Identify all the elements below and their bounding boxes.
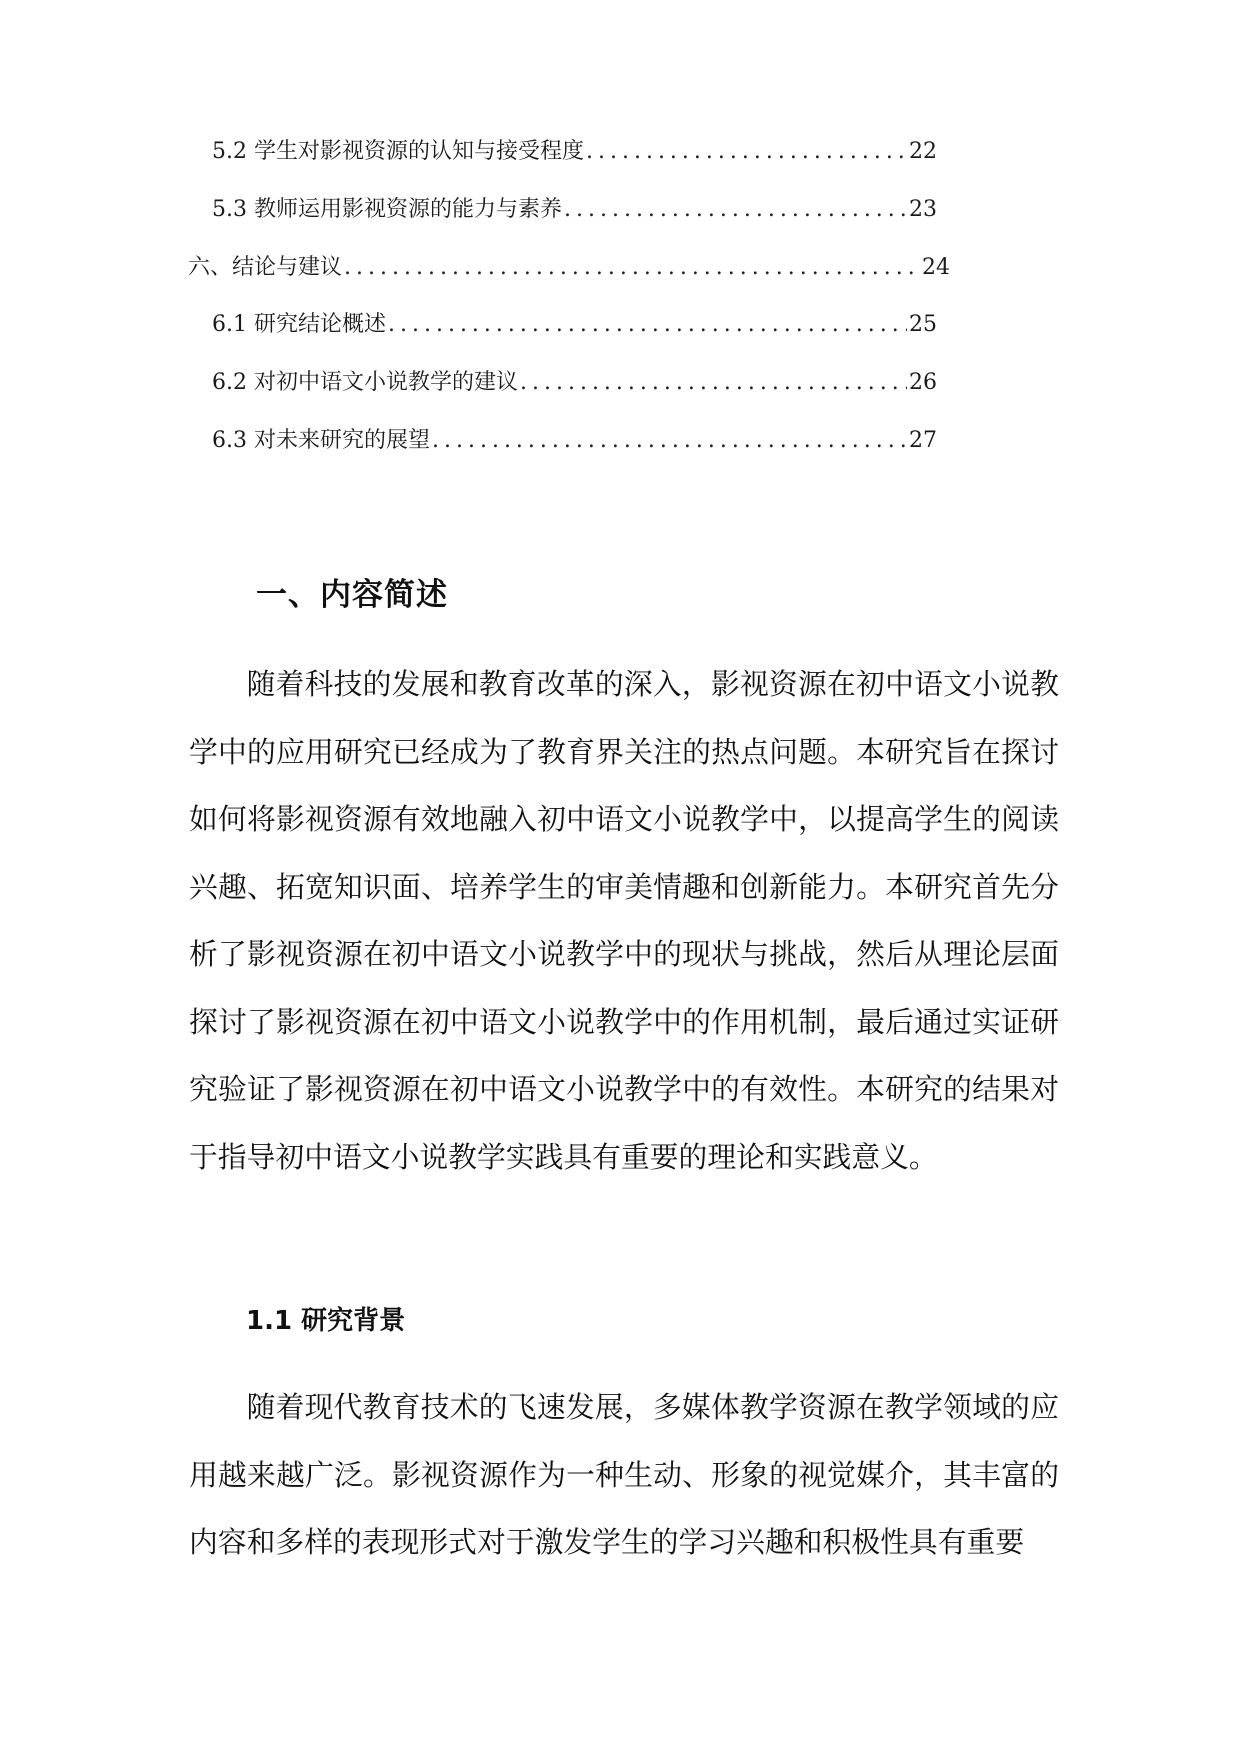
toc-entry-6-3[interactable] (212, 426, 937, 456)
toc-entry-5-2[interactable] (212, 137, 937, 167)
toc-entry-page: 23 (909, 197, 937, 222)
toc-entry-page: 25 (909, 312, 937, 337)
section-heading: 一、内容简述 (256, 577, 448, 613)
toc-entry-label: 6.2 对初中语文小说教学的建议 (212, 370, 518, 395)
toc-entry-label: 5.2 学生对影视资源的认知与接受程度 (212, 139, 584, 164)
section-paragraph: 随着科技的发展和教育改革的深入，影视资源在初中语文小说教学中的应用研究已经成为了教育界关注的热点问题。本研究旨在探讨如何将影视资源有效地融入初中语文小说教学中，以提高学生的阅读兴趣、拓宽知识面、培养学生的审美情趣和创新能力。本研究首先分析了影视资源在初中语文小说教学中的现状与挑战，然后从理论层面探讨了影视资源在初中语文小说教学中的作用机制，最后通过实证研究验证了影视资源在初中语文小说教学中的有效性。本研究的结果对于指导初中语文小说教学实践具有重要的理论和实践意义。 (189, 667, 1059, 1174)
toc-entry-page: 26 (909, 370, 937, 395)
toc-leader-dots (586, 137, 907, 167)
toc-entry-label: 六、结论与建议 (188, 255, 343, 280)
toc-entry-label: 6.1 研究结论概述 (212, 312, 386, 337)
toc-leader-dots (564, 195, 907, 225)
toc-entry-6[interactable] (188, 253, 950, 283)
toc-entry-label: 6.3 对未来研究的展望 (212, 428, 430, 453)
toc-entry-page: 27 (909, 428, 937, 453)
subsection-paragraph: 随着现代教育技术的飞速发展，多媒体教学资源在教学领域的应用越来越广泛。影视资源作为一种生动、形象的视觉媒介，其丰富的内容和多样的表现形式对于激发学生的学习兴趣和积极性具有重要 (189, 1390, 1059, 1559)
toc-leader-dots (344, 253, 920, 283)
toc-entry-label: 5.3 教师运用影视资源的能力与素养 (212, 197, 562, 222)
toc-leader-dots (388, 310, 907, 340)
toc-entry-6-1[interactable] (212, 310, 937, 340)
toc-entry-page: 24 (922, 255, 950, 280)
toc-leader-dots (520, 368, 907, 398)
toc-entry-page: 22 (909, 139, 937, 164)
toc-leader-dots (432, 426, 907, 456)
toc-entry-6-2[interactable] (212, 368, 937, 398)
subsection-heading: 1.1 研究背景 (246, 1306, 406, 1336)
toc-entry-5-3[interactable] (212, 195, 937, 225)
